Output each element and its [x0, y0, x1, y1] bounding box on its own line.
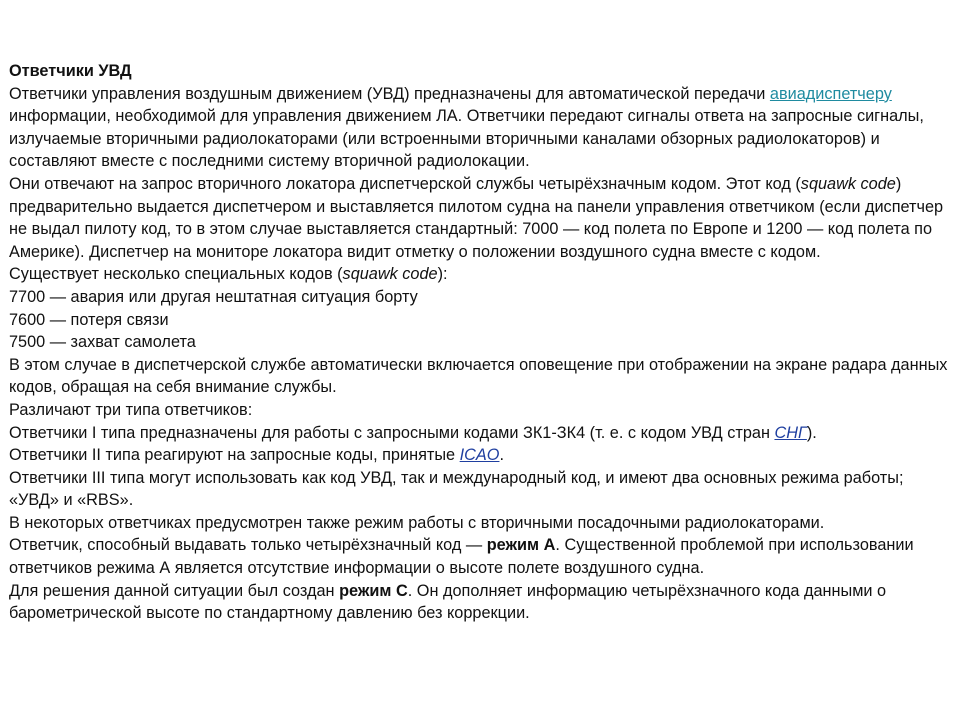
text-segment: информации, необходимой для управления движением ЛА. Ответчики передают сигналы ответа на запросные сигналы, излучаемые вторичными радиолокаторами (или встроенными вторичными каналами обзорных радиолокаторов) и составляют вместе с последними систему вторичной радиолокации. [9, 107, 924, 171]
text-segment: . [499, 446, 504, 465]
paragraph-squawk-code [9, 173, 954, 263]
paragraph-alert: В этом случае в диспетчерской службе автоматически включается оповещение при отображении на экране радара данных кодов, обращая на себя внимание службы. [9, 355, 948, 397]
article-body [9, 60, 954, 625]
paragraph-types-intro: Различают три типа ответчиков: [9, 400, 253, 419]
paragraph-landing-mode: В некоторых ответчиках предусмотрен также режим работы с вторичными посадочными радиолокаторами. [9, 513, 825, 532]
mode-a-term: режим А [486, 536, 556, 555]
paragraph-type-2 [9, 444, 954, 467]
text-segment: . Он дополняет информацию четырёхзначного кода данными о барометрической высоте по стандартному давлению без коррекции. [9, 581, 887, 623]
text-segment: . Существенной проблемой при использовании ответчиков режима А является отсутствие информации о высоте полете воздушного судна. [9, 536, 914, 578]
squawk-code-term: squawk code [342, 265, 438, 284]
text-segment: Для решения данной ситуации был создан [9, 581, 340, 600]
code-7700-line: 7700 — авария или другая нештатная ситуация борту [9, 287, 418, 306]
text-segment: ): [437, 265, 448, 284]
code-7500-line: 7500 — захват самолета [9, 333, 196, 352]
article-title: Ответчики УВД [9, 62, 132, 80]
text-segment: Ответчик, способный выдавать только четырёхзначный код — [9, 536, 487, 555]
code-7600-line: 7600 — потеря связи [9, 310, 169, 329]
text-segment: ). [806, 423, 817, 442]
paragraph-mode-c [9, 580, 954, 625]
text-segment: Существует несколько специальных кодов ( [9, 265, 343, 284]
mode-c-term: режим С [339, 581, 408, 600]
paragraph-type-1 [9, 422, 954, 445]
paragraph-purpose [9, 83, 954, 173]
text-segment: Они отвечают на запрос вторичного локатора диспетчерской службы четырёхзначным кодом. Этот код ( [9, 174, 801, 193]
link-icao[interactable]: ICAO [459, 446, 500, 465]
squawk-code-term: squawk code [800, 174, 896, 193]
text-segment: Ответчики II типа реагируют на запросные коды, принятые [9, 446, 460, 465]
link-sng[interactable]: СНГ [774, 423, 807, 442]
text-segment: Ответчики I типа предназначены для работы с запросными кодами ЗК1-ЗК4 (т. е. с кодом УВД стран [9, 423, 775, 442]
text-segment: Ответчики управления воздушным движением (УВД) предназначены для автоматической передачи [9, 84, 770, 103]
paragraph-special-codes [9, 263, 954, 286]
paragraph-type-3: Ответчики III типа могут использовать как код УВД, так и международный код, и имеют два основных режима работы; «УВД» и «RBS». [9, 468, 904, 510]
paragraph-mode-a [9, 534, 954, 579]
link-aviadispetcher[interactable]: авиадиспетчеру [769, 84, 892, 103]
text-segment: ) предварительно выдается диспетчером и выставляется пилотом судна на панели управления ответчиком (если диспетчер не выдал пилоту код, то в этом случае выставляется стандартный: 7000 — код полета по Европе и 1200 — код полета по Америке). Диспетчер на мониторе локатора видит отметку о положении воздушного судна вместе с кодом. [9, 174, 944, 261]
